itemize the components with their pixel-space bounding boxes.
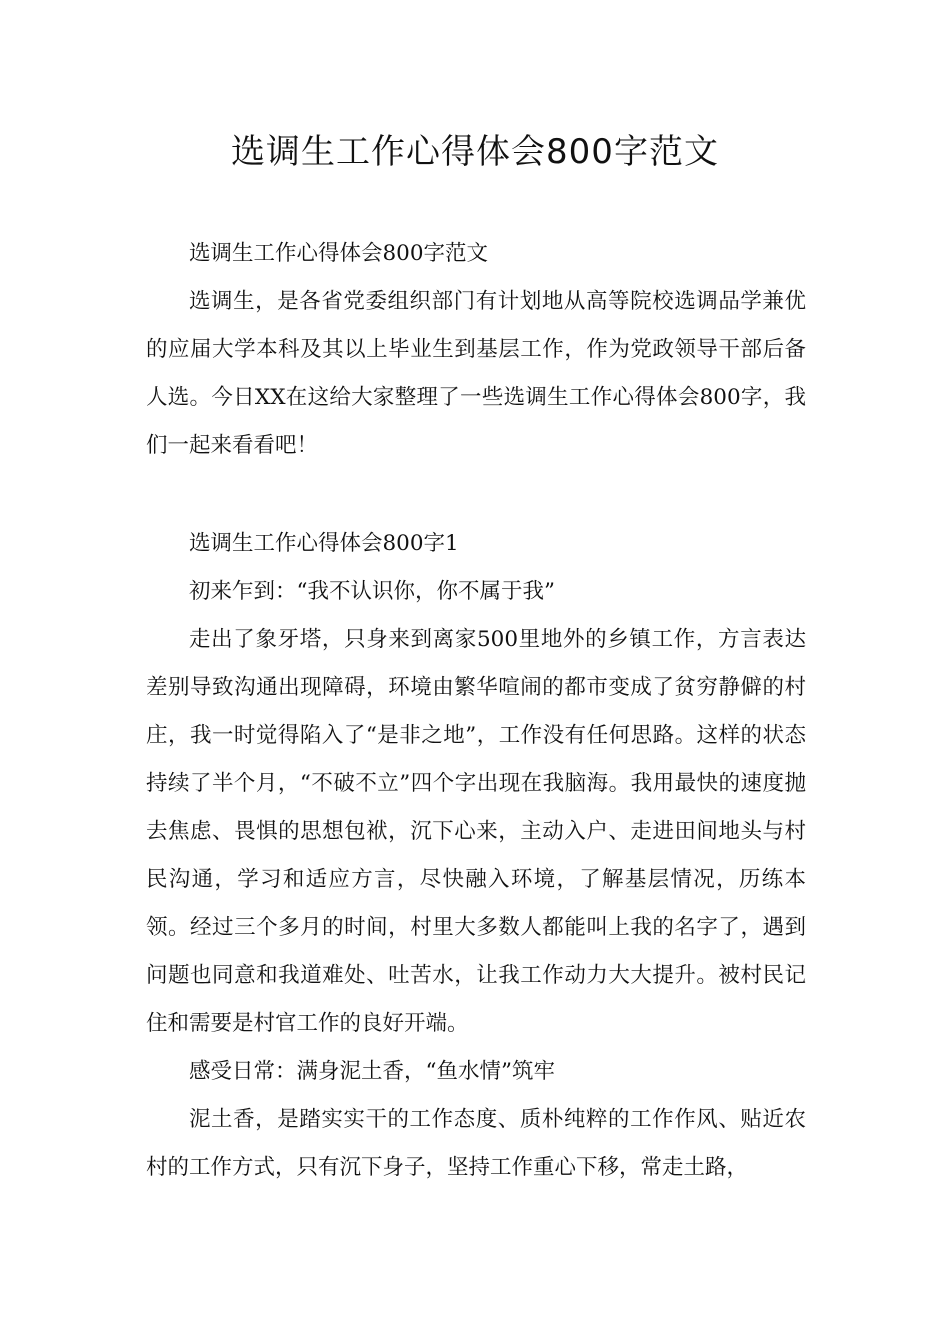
section-1-heading: 选调生工作心得体会800字1 <box>189 531 459 556</box>
subsection-2-heading: 感受日常：满身泥土香，“鱼水情”筑牢 <box>189 1059 555 1084</box>
subsection-1-heading: 初来乍到：“我不认识你，你不属于我” <box>189 579 555 604</box>
section-spacer <box>146 470 806 520</box>
document-body <box>146 230 806 1192</box>
subsection-2-paragraph: 泥土香，是踏实实干的工作态度、质朴纯粹的工作作风、贴近农村的工作方式，只有沉下身子，坚持工作重心下移，常走土路， <box>146 1107 806 1180</box>
document-title: 选调生工作心得体会800字范文 <box>231 132 719 172</box>
intro-paragraph: 选调生，是各省党委组织部门有计划地从高等院校选调品学兼优的应届大学本科及其以上毕业生到基层工作，作为党政领导干部后备人选。今日XX在这给大家整理了一些选调生工作心得体会800字，我们一起来看看吧！ <box>146 289 806 458</box>
subsection-1-paragraph: 走出了象牙塔，只身来到离家500里地外的乡镇工作，方言表达差别导致沟通出现障碍，环境由繁华喧闹的都市变成了贫穷静僻的村庄，我一时觉得陷入了“是非之地”，工作没有任何思路。这样的状态持续了半个月，“不破不立”四个字出现在我脑海。我用最快的速度抛去焦虑、畏惧的思想包袱，沉下心来，主动入户、走进田间地头与村民沟通，学习和适应方言，尽快融入环境，了解基层情况，历练本领。经过三个多月的时间，村里大多数人都能叫上我的名字了，遇到问题也同意和我道难处、吐苦水，让我工作动力大大提升。被村民记住和需要是村官工作的良好开端。 <box>146 627 806 1036</box>
intro-heading: 选调生工作心得体会800字范文 <box>189 241 489 266</box>
